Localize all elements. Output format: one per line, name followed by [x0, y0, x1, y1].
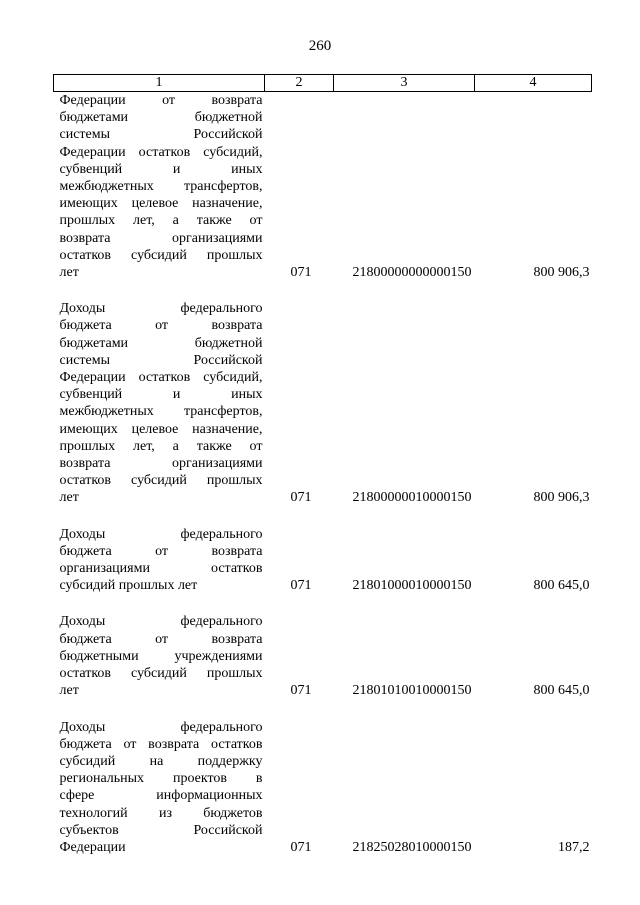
row-amount: 800 906,3	[533, 265, 590, 281]
row-admin-code: 071	[290, 839, 312, 855]
row-amount: 800 906,3	[533, 490, 590, 506]
description-line: имеющих целевое назначение,	[59, 196, 263, 212]
row-classification-code: 21800000010000150	[352, 490, 472, 506]
description-line: возврата организациями	[59, 230, 263, 246]
description-line: Доходы федерального	[59, 526, 263, 542]
description-line: Федерации остатков субсидий,	[59, 370, 263, 386]
description-line: региональных проектов в	[59, 771, 263, 787]
description-line: организациями остатков	[59, 561, 263, 577]
row-spacer-cell	[54, 507, 592, 526]
header-col-1: 1	[54, 75, 265, 92]
description-line: сфере информационных	[59, 788, 263, 804]
description-line: межбюджетных трансфертов,	[59, 404, 263, 420]
row-spacer	[54, 594, 592, 613]
header-col-3: 3	[334, 75, 475, 92]
description-line: субвенций и иных	[59, 387, 263, 403]
row-admin-code: 071	[290, 265, 312, 281]
description-line: бюджетами бюджетной	[59, 110, 263, 126]
description-line: межбюджетных трансфертов,	[59, 179, 263, 195]
description-line: Федерации от возврата	[59, 93, 263, 108]
row-admin-code: 071	[290, 683, 312, 699]
row-description	[54, 613, 265, 699]
description-line: бюджета от возврата	[59, 318, 263, 334]
description-line: бюджета от возврата	[59, 543, 263, 559]
row-spacer-cell	[54, 594, 592, 613]
page-number: 260	[308, 38, 332, 54]
description-line: Доходы федерального	[59, 719, 263, 735]
description-line: лет	[59, 490, 79, 506]
row-spacer	[54, 281, 592, 300]
row-admin-code: 071	[290, 578, 312, 594]
row-amount: 187,2	[558, 839, 590, 855]
description-line: Доходы федерального	[59, 614, 263, 630]
description-line: прошлых лет, а также от	[59, 213, 263, 229]
row-description	[54, 719, 265, 857]
row-classification-code: 21825028010000150	[352, 839, 472, 855]
table-row	[54, 92, 592, 282]
table-header	[54, 75, 592, 92]
description-line: Доходы федерального	[59, 301, 263, 317]
description-line: технологий из бюджетов	[59, 805, 263, 821]
row-admin-code: 071	[290, 490, 312, 506]
description-line: Федерации остатков субсидий,	[59, 144, 263, 160]
header-row	[54, 75, 592, 92]
row-spacer	[54, 700, 592, 719]
description-line: остатков субсидий прошлых	[59, 247, 263, 263]
row-classification-code: 21801000010000150	[352, 578, 472, 594]
description-line: прошлых лет, а также от	[59, 438, 263, 454]
description-line: бюджета от возврата	[59, 631, 263, 647]
description-line: остатков субсидий прошлых	[59, 473, 263, 489]
description-line: системы Российской	[59, 127, 263, 143]
row-spacer	[54, 507, 592, 526]
description-line: субсидий прошлых лет	[59, 578, 198, 594]
budget-revenue-table	[53, 74, 592, 856]
row-description	[54, 526, 265, 595]
description-line: субъектов Российской	[59, 822, 263, 838]
row-description	[54, 92, 265, 282]
table-body	[54, 92, 592, 857]
table-row	[54, 613, 592, 699]
row-description	[54, 300, 265, 506]
description-line: субсидий на поддержку	[59, 753, 263, 769]
header-col-4: 4	[475, 75, 592, 92]
row-classification-code: 21800000000000150	[352, 265, 472, 281]
table-row	[54, 300, 592, 506]
table-row	[54, 526, 592, 595]
description-line: бюджетами бюджетной	[59, 335, 263, 351]
row-spacer-cell	[54, 281, 592, 300]
row-spacer-cell	[54, 700, 592, 719]
description-line: лет	[59, 265, 79, 281]
header-col-2: 2	[265, 75, 334, 92]
description-line: возврата организациями	[59, 456, 263, 472]
description-line: бюджета от возврата остатков	[59, 736, 263, 752]
row-amount: 800 645,0	[533, 683, 590, 699]
description-line: лет	[59, 683, 79, 699]
row-amount: 800 645,0	[533, 578, 590, 594]
row-classification-code: 21801010010000150	[352, 683, 472, 699]
description-line: системы Российской	[59, 352, 263, 368]
description-line: бюджетными учреждениями	[59, 648, 263, 664]
table-row	[54, 719, 592, 857]
description-line: Федерации	[59, 839, 126, 855]
description-line: субвенций и иных	[59, 161, 263, 177]
description-line: остатков субсидий прошлых	[59, 666, 263, 682]
description-line: имеющих целевое назначение,	[59, 421, 263, 437]
